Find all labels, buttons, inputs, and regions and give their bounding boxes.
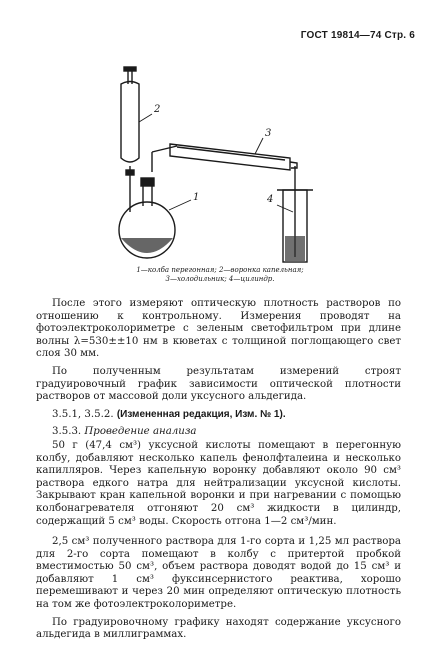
document-body bbox=[36, 298, 401, 647]
clause-number: 3.5.1, 3.5.2. bbox=[52, 408, 114, 420]
paragraph-amendment bbox=[36, 409, 401, 422]
figure-caption bbox=[70, 266, 370, 284]
page-header: ГОСТ 19814—74 Стр. 6 bbox=[300, 30, 415, 41]
label-3: 3 bbox=[265, 128, 272, 139]
apparatus-drawing bbox=[105, 62, 320, 272]
paragraph-procedure: 50 г (47,4 см³) уксусной кислоты помещают в перегонную колбу, добавляют несколько капель фенолфталеина и несколько капилляров. Через капельную воронку добавляют около 90 см³ раствора едкого натра для нейтрализации уксусной кислоты. Закрывают кран капельной воронки и при нагревании с помощью колбонагревателя отгоняют 20 см³ жидкости в цилиндр, содержащий 5 см³ воды. Скорость отгона 1—2 см³/мин. bbox=[36, 439, 401, 527]
distillation-apparatus-figure bbox=[105, 62, 320, 272]
paragraph-sample-prep: 2,5 см³ полученного раствора для 1-го сорта и 1,25 мл раствора для 2-го сорта помещают в колбу с притертой пробкой вместимостью 50 см³, объем раствора доводят водой до 15 см³ и добавляют 1 см³ фуксинсернистого реактива, хорошо перемешивают и через 20 мин определяют оптическую плотность на том же фотоэлектроколориметре. bbox=[36, 536, 401, 611]
section-title: Проведение анализа bbox=[84, 426, 197, 438]
paragraph-measurement: После этого измеряют оптическую плотность растворов по отношению к контрольному. Измерения проводят на фотоэлектроколориметре с зеленым светофильтром при длине волны λ=530±±10 нм в кюветах с толщиной поглощающего свет слоя 30 мм. bbox=[36, 298, 401, 360]
label-2: 2 bbox=[154, 104, 161, 115]
label-1: 1 bbox=[193, 192, 200, 203]
section-number: 3.5.3. bbox=[52, 426, 82, 438]
paragraph-calibration-graph: По полученным результатам измерений строят градуировочный график зависимости оптической плотности растворов от массовой доли уксусного альдегида. bbox=[36, 365, 401, 403]
caption-line-2: 3—холодильник; 4—цилиндр. bbox=[165, 275, 275, 283]
caption-line-1: 1—колба перегонная; 2—воронка капельная; bbox=[136, 266, 304, 274]
amendment-note: (Измененная редакция, Изм. № 1). bbox=[116, 408, 286, 420]
label-4: 4 bbox=[267, 194, 274, 205]
paragraph-section-heading bbox=[36, 426, 401, 439]
paragraph-result: По градуировочному графику находят содержание уксусного альдегида в миллиграммах. bbox=[36, 616, 401, 641]
